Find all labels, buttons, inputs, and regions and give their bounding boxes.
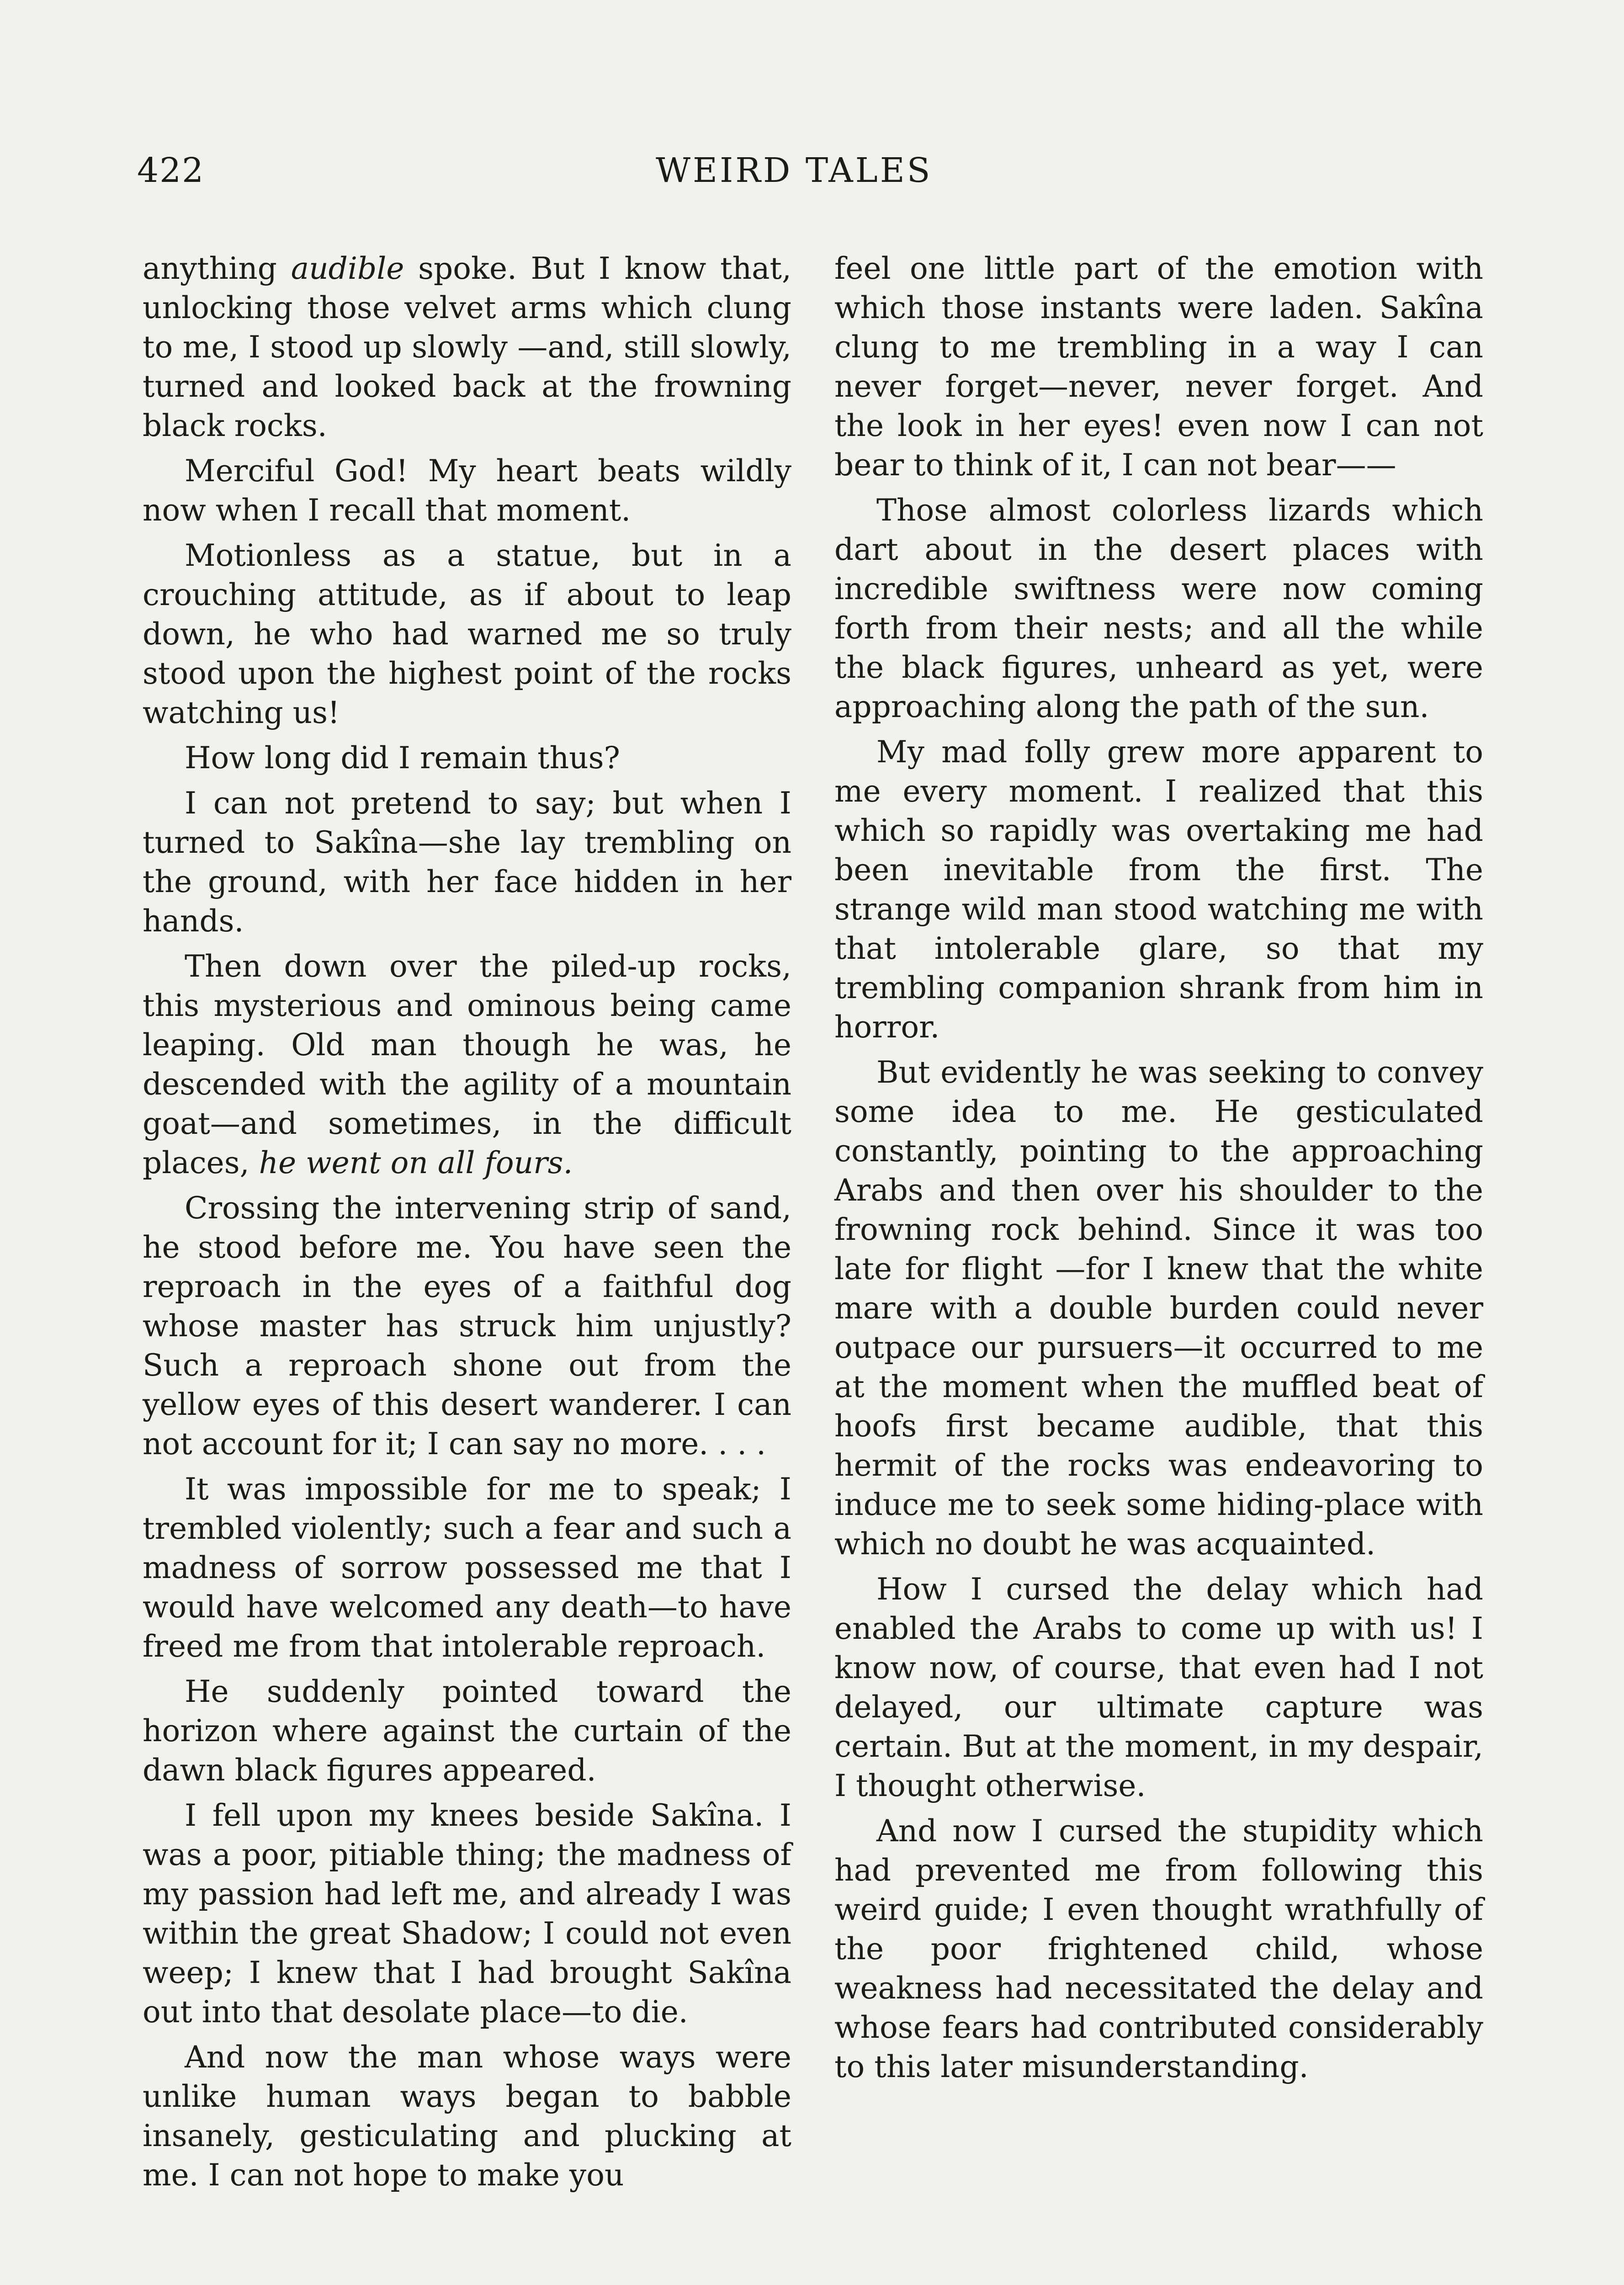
paragraph: Those almost colorless lizards which dart about in the desert places with incredible swiftness were now coming forth from their nests; and all the while the black figures, unheard as yet, were approaching along the path of the sun.	[834, 493, 1483, 724]
paragraph: Then down over the piled-up rocks, this mysterious and ominous being came leaping. Old man though he was, he descended with the agility of a mountain goat—and sometimes, in the difficult places, he went on all fours.	[143, 949, 791, 1180]
right-column	[834, 249, 1483, 2093]
running-title: WEIRD TALES	[656, 151, 933, 190]
paragraph: But evidently he was seeking to convey some idea to me. He gesticulated constantly, pointing to the approaching Arabs and then over his shoulder to the frowning rock behind. Since it was too late for flight —for I knew that the white mare with a double burden could never outpace our pursuers—it occurred to me at the moment when the muffled beat of hoofs first became audible, that this hermit of the rocks was endeavoring to induce me to seek some hiding-place with which no doubt he was acquainted.	[834, 1055, 1483, 1562]
paragraph: I can not pretend to say; but when I turned to Sakîna—she lay trembling on the ground, with her face hidden in her hands.	[143, 786, 791, 939]
paragraph: Crossing the intervening strip of sand, he stood before me. You have seen the reproach in the eyes of a faithful dog whose master has struck him unjustly? Such a reproach shone out from the yellow eyes of this desert wanderer. I can not account for it; I can say no more. . . .	[143, 1190, 791, 1461]
left-column	[143, 249, 791, 2201]
paragraph: Merciful God! My heart beats wildly now when I recall that moment.	[143, 453, 791, 528]
page-header	[137, 151, 1485, 201]
paragraph: My mad folly grew more apparent to me every moment. I realized that this which so rapidly was overtaking me had been inevitable from the first. The strange wild man stood watching me with that intolerable glare, so that my trembling companion shrank from him in horror.	[834, 734, 1483, 1045]
paragraph: feel one little part of the emotion with which those instants were laden. Sakîna clung to me trembling in a way I can never forget—never, never forget. And the look in her eyes! even now I can not bear to think of it, I can not bear——	[834, 251, 1483, 483]
paragraph: He suddenly pointed toward the horizon where against the curtain of the dawn black figures appeared.	[143, 1674, 791, 1788]
paragraph: And now the man whose ways were unlike human ways began to babble insanely, gesticulating and plucking at me. I can not hope to make you	[143, 2040, 791, 2193]
paragraph: How long did I remain thus?	[185, 740, 620, 776]
paragraph: It was impossible for me to speak; I trembled violently; such a fear and such a madness of sorrow possessed me that I would have welcomed any death—to have freed me from that intolerable reproach.	[143, 1472, 791, 1664]
paragraph: And now I cursed the stupidity which had prevented me from following this weird guide; I even thought wrathfully of the poor frightened child, whose weakness had necessitated the delay and whose fears had contributed considerably to this later misunderstanding.	[834, 1813, 1483, 2084]
emphasis: audible	[291, 251, 404, 286]
paragraph: anything audible spoke. But I know that, unlocking those velvet arms which clung to me, I stood up slowly —and, still slowly, turned and looked back at the frowning black rocks.	[143, 251, 792, 443]
emphasis: he went on all fours.	[259, 1145, 573, 1180]
paragraph: I fell upon my knees beside Sakîna. I was a poor, pitiable thing; the madness of my passion had left me, and already I was within the great Shadow; I could not even weep; I knew that I had brought Sakîna out into that desolate place—to die.	[143, 1798, 791, 2030]
page-number: 422	[137, 151, 205, 190]
paragraph: How I cursed the delay which had enabled the Arabs to come up with us! I know now, of course, that even had I not delayed, our ultimate capture was certain. But at the moment, in my despair, I thought otherwise.	[834, 1572, 1483, 1803]
paragraph: Motionless as a statue, but in a crouching attitude, as if about to leap down, he who had warned me so truly stood upon the highest point of the rocks watching us!	[143, 538, 791, 730]
